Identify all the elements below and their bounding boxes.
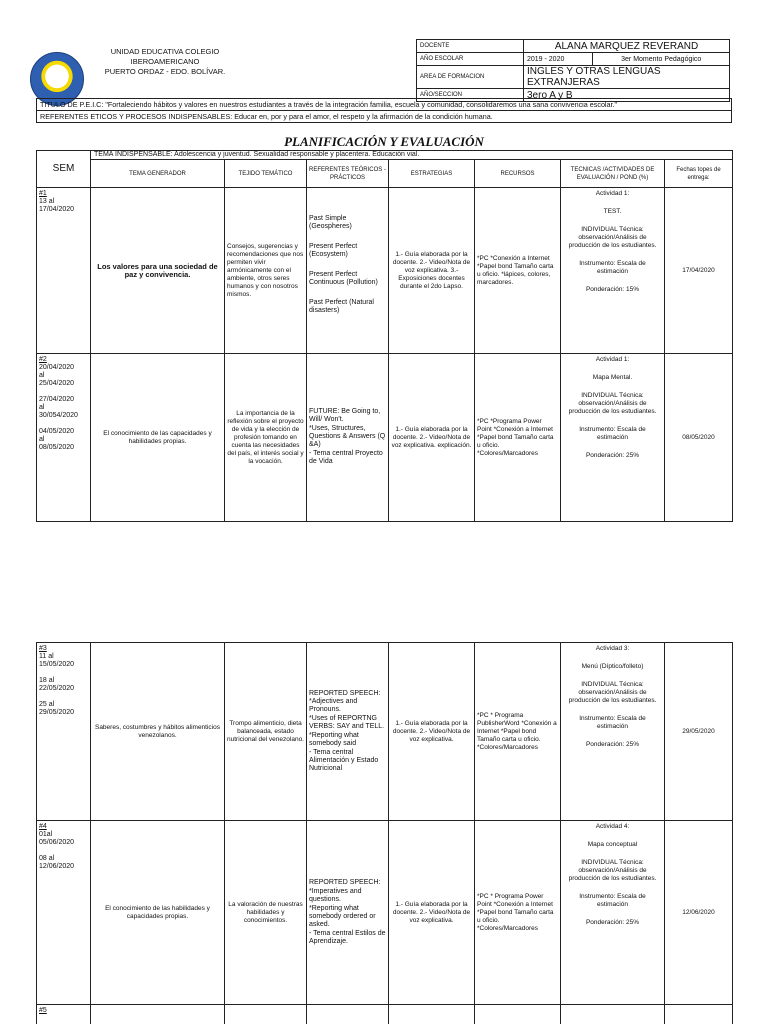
empty-cell [307,1005,389,1024]
referentes-line [37,111,732,123]
referentes-cell [307,643,389,821]
tejido-cell: Trompo alimenticio, dieta balanceada, estado nutricional del venezolano. [225,643,307,821]
estrategias-cell: 1.- Guía elaborada por la docente. 2.- Video/Nota de voz explicativa. [389,643,475,821]
referentes-cell [307,821,389,1005]
empty-cell [389,1005,475,1024]
sem-date: al [39,436,45,443]
fecha-cell: 29/05/2020 [665,643,733,821]
referente-item: *Uses, Structures, Questions & Answers (Q &A) [309,425,386,448]
tejido-cell: La valoración de nuestras habilidades y conocimientos. [225,821,307,1005]
col-fechas: Fechas topes de entrega: [665,160,733,188]
tema-generador-cell: Saberes, costumbres y hábitos alimenticios venezolanos. [91,643,225,821]
tema-indispensable-label: TEMA INDISPENSABLE: [94,151,173,158]
sem-date: 18 al [39,677,55,684]
evaluacion-item: Actividad 1: [595,356,630,363]
sem-date [39,388,88,396]
recursos-cell: *PC *Programa Power Point *Conexión a Internet *Papel bond Tamaño carta u oficio. *Colores/Marcadores [475,354,561,522]
sem-date: 25 al [39,701,55,708]
empty-cell [561,1005,665,1024]
evaluacion-item: Ponderación: 25% [585,452,640,459]
recursos-cell: *PC * Programa PublisherWord *Conexión a Internet *Papel bond Tamaño carta u oficio. *Colores/Marcadores [475,643,561,821]
sem-date: 05/06/2020 [39,839,75,846]
sem-date: 27/04/2020 [39,396,75,403]
sem-date: 08/05/2020 [39,444,75,451]
referente-item: - Tema central Alimentación y Estado Nutricional [309,748,379,772]
sem-number: #3 [39,645,47,652]
sem-cell [37,1005,91,1024]
plan-table-1 [36,150,733,522]
sem-date: 01al [39,831,53,838]
fecha-cell: 08/05/2020 [665,354,733,522]
empty-cell [91,1005,225,1024]
referentes-text: Educar en, por y para el amor, el respeto y la afirmación de la condición humana. [232,112,493,121]
referente-item: FUTURE: Be Going to, Will/ Won't. [309,408,381,423]
estrategias-cell: 1.- Guía elaborada por la docente. 2.- Video/Nota de voz explicativa. 3.- Exposiciones docentes durante el 2do Lapso. [389,188,475,354]
sem-number: #1 [39,190,47,197]
sem-date: 20/04/2020 [39,364,75,371]
table-row [37,1005,733,1024]
referentes-cell [307,354,389,522]
sem-date: 11 al [39,653,54,660]
sem-cell [37,188,91,354]
referente-item: *Reporting what somebody ordered or asked. [309,904,376,928]
referente-item: Past Perfect (Natural disasters) [309,298,374,314]
referente-item: REPORTED SPEECH: *Adjectives and Pronouns. [309,689,381,713]
plan-table-2 [36,642,733,1024]
info-table [416,39,730,102]
referentes-cell [307,188,389,354]
sem-date: 04/05/2020 [39,428,75,435]
sem-number: #5 [39,1007,47,1014]
referente-item: REPORTED SPEECH: [309,878,381,886]
school-line-3: PUERTO ORDAZ - EDO. BOLÍVAR. [104,67,226,76]
school-line-2: IBEROAMERICANO [130,57,200,66]
referente-item: *Uses of REPORTNG VERBS: SAY and TELL. [309,714,385,730]
evaluacion-item: Instrumento: Escala de estimación [579,426,646,441]
evaluacion-item: Instrumento: Escala de estimación [579,893,646,908]
empty-cell [475,1005,561,1024]
info-key-year: AÑO ESCOLAR [417,53,524,66]
referente-item: *Reporting what somebody said [309,731,359,747]
col-tema-generador: TEMA GENERADOR [91,160,225,188]
evaluacion-item: Instrumento: Escala de estimación [579,260,646,275]
tejido-cell: Consejos, sugerencias y recomendaciones que nos permiten vivir armónicamente con el ambiente, otros seres humanos y con nosotros mismos. [225,188,307,354]
referente-item: *Imperatives and questions. [309,887,362,903]
plan-title: PLANIFICACIÓN Y EVALUACIÓN [284,134,484,149]
sem-date: 17/04/2020 [39,206,75,213]
sem-date: al [39,404,45,411]
school-name [90,47,240,77]
info-value-momento: 3er Momento Pedagógico [593,53,730,66]
table-row [37,354,733,522]
sem-date: 13 al [39,198,55,205]
evaluacion-item: Actividad 1: [595,190,630,197]
page-break [0,528,768,638]
tema-indispensable-text: Adolescencia y juventud. Sexualidad responsable y placentera. Educación vial. [172,151,420,158]
recursos-cell: *PC * Programa Power Point *Conexión a Internet *Papel bond Tamaño carta u oficio. *Colores/Marcadores [475,821,561,1005]
col-evaluacion: TECNICAS /ACTIVIDADES DE EVALUACIÓN / POND (%) [561,160,665,188]
col-referentes: REFERENTES TEÓRICOS - PRÁCTICOS [307,160,389,188]
evaluacion-item: Actividad 3: [595,645,630,652]
referente-item: Past Simple (Geospheres) [309,214,352,230]
evaluacion-item: Actividad 4: [595,823,630,830]
sem-date: 29/05/2020 [39,709,75,716]
sem-date: 15/05/2020 [39,661,75,668]
sem-date: 08 al [39,855,55,862]
evaluacion-item: INDIVIDUAL Técnica: observación/Análisis de producción de los estudiantes. [568,681,657,704]
sem-date [39,693,88,701]
evaluacion-item: TEST. [603,208,622,215]
sem-date: 25/04/2020 [39,380,75,387]
tema-indispensable [91,151,733,160]
evaluacion-item: INDIVIDUAL Técnica: observación/Análisis de producción de los estudiantes. [568,392,657,415]
fecha-cell: 12/06/2020 [665,821,733,1005]
info-value-docente: ALANA MARQUEZ REVERAND [524,40,730,53]
evaluacion-item: Mapa conceptual [587,841,638,848]
col-recursos: RECURSOS [475,160,561,188]
evaluacion-cell [561,821,665,1005]
info-value-seccion: 3ero A y B [524,89,730,102]
info-key-area: AREA DE FORMACION [417,66,524,89]
referentes-label: REFERENTES ETICOS Y PROCESOS INDISPENSABLES: [40,112,233,121]
evaluacion-item: INDIVIDUAL Técnica: observación/Análisis de producción de los estudiantes. [568,226,657,249]
sem-date: 30/054/2020 [39,412,78,419]
sem-date [39,420,88,428]
referente-item: Present Perfect Continuous (Pollution) [309,270,378,286]
evaluacion-item: Ponderación: 25% [585,919,640,926]
peic-title-table [36,98,732,123]
evaluacion-item: Ponderación: 25% [585,741,640,748]
sem-cell [37,643,91,821]
peic-title: TITULO DE P.E.I.C: "Fortaleciendo hábitos y valores en nuestros estudiantes a través de la integración familia, escuela y comunidad, consolidaremos una sana convivencia escolar." [37,99,732,111]
evaluacion-item: Ponderación: 15% [585,286,640,293]
sem-date: al [39,372,45,379]
evaluacion-cell [561,188,665,354]
sem-number: #4 [39,823,47,830]
estrategias-cell: 1.- Guía elaborada por la docente. 2.- Video/Nota de voz explicativa. [389,821,475,1005]
sem-number: #2 [39,356,47,363]
evaluacion-cell [561,643,665,821]
info-key-docente: DOCENTE [417,40,524,53]
sem-cell [37,821,91,1005]
school-line-1: UNIDAD EDUCATIVA COLEGIO [110,47,220,56]
fecha-cell: 17/04/2020 [665,188,733,354]
tema-generador-cell: El conocimiento de las habilidades y capacidades propias. [91,821,225,1005]
empty-cell [225,1005,307,1024]
col-estrategias: ESTRATEGIAS [389,160,475,188]
estrategias-cell: 1.- Guía elaborada por la docente. 2.- Video/Nota de voz explicativa. explicación. [389,354,475,522]
referente-item: - Tema central Proyecto de Vida [309,450,383,465]
tema-generador-cell: Los valores para una sociedad de paz y convivencia. [91,188,225,354]
table-row [37,643,733,821]
sem-date: 12/06/2020 [39,863,75,870]
table-row [37,188,733,354]
info-key-seccion: AÑO/SECCION [417,89,524,102]
evaluacion-item: Mapa Mental. [592,374,633,381]
evaluacion-item: Instrumento: Escala de estimación [579,715,646,730]
recursos-cell: *PC *Conexión a Internet *Papel bond Tamaño carta u oficio. *lápices, colores, marcadores. [475,188,561,354]
evaluacion-cell [561,354,665,522]
evaluacion-item: Menú (Díptico/folleto) [581,663,644,670]
referente-item: Present Perfect (Ecosystem) [309,242,358,258]
table-row [37,821,733,1005]
tejido-cell: La importancia de la reflexión sobre el proyecto de vida y la elección de profesión tomando en cuenta las necesidades del país, el interés social y la vocación. [225,354,307,522]
evaluacion-item: INDIVIDUAL Técnica: observación/Análisis de producción de los estudiantes. [568,859,657,882]
referente-item: - Tema central Estilos de Aprendizaje. [309,929,386,945]
sem-date [39,847,88,855]
col-sem: SEM [37,151,91,188]
info-value-year: 2019 - 2020 [524,53,593,66]
empty-cell [665,1005,733,1024]
col-tejido: TEJIDO TEMÁTICO [225,160,307,188]
tema-generador-cell: El conocimiento de las capacidades y habilidades propias. [91,354,225,522]
sem-date: 22/05/2020 [39,685,75,692]
info-value-area: INGLES Y OTRAS LENGUAS EXTRANJERAS [524,66,730,89]
sem-date [39,669,88,677]
sem-cell [37,354,91,522]
